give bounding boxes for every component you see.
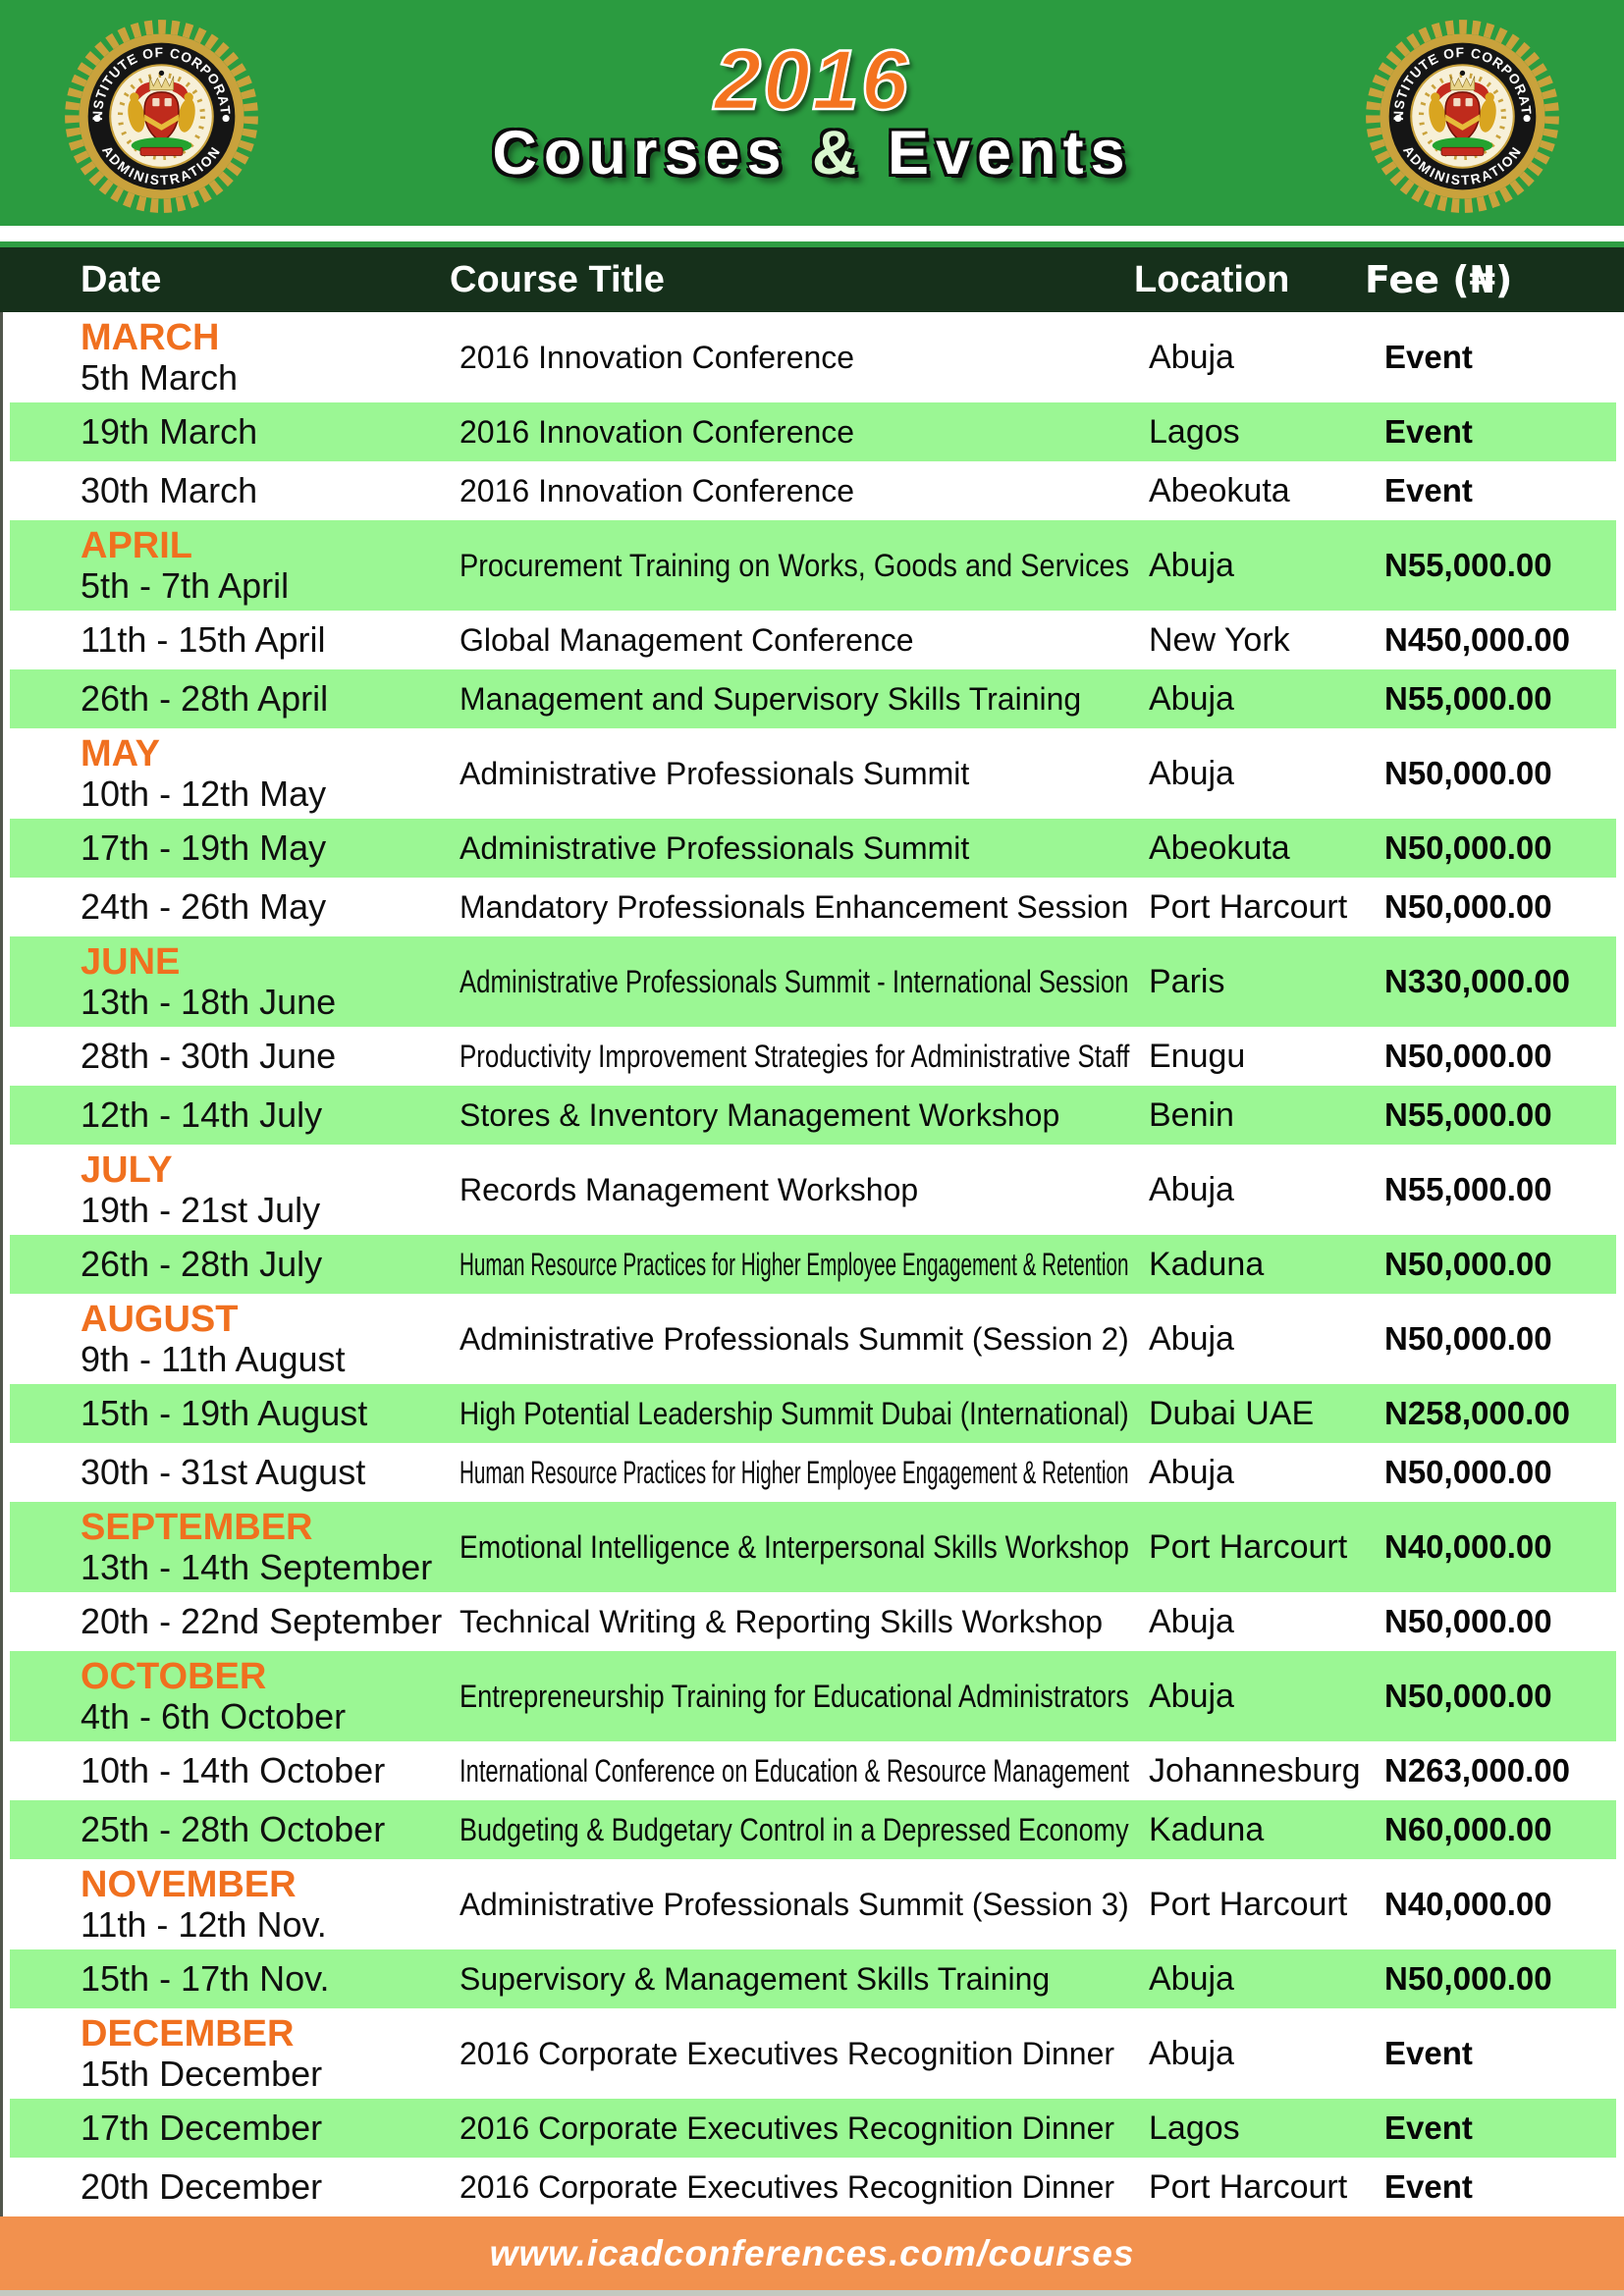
location-text: Enugu (1149, 1037, 1246, 1075)
location-text: New York (1149, 620, 1290, 659)
table-row (10, 1859, 1616, 1949)
fee-cell (1369, 621, 1616, 659)
course-title: 2016 Corporate Executives Recognition Dinner (460, 2168, 1115, 2205)
fee-text: N40,000.00 (1384, 1886, 1552, 1922)
fee-text: Event (1384, 339, 1473, 375)
divider-white-strip (0, 226, 1624, 241)
fee-text: N55,000.00 (1384, 680, 1552, 717)
table-body (0, 312, 1624, 2216)
date-cell (10, 1453, 460, 1492)
date-cell (10, 1150, 460, 1230)
fee-cell (1369, 680, 1616, 718)
month-label: NOVEMBER (81, 1863, 297, 1905)
date-text: 19th March (81, 411, 258, 453)
course-title: Administrative Professionals Summit (460, 829, 970, 866)
table-row (10, 312, 1616, 402)
location-cell (1135, 888, 1369, 927)
date-text: 15th December (81, 2053, 323, 2094)
course-title-cell (460, 1679, 1135, 1715)
location-cell (1135, 621, 1369, 660)
institute-seal-logo (61, 16, 262, 217)
table-row (10, 1294, 1616, 1384)
course-title-cell (460, 1604, 1135, 1640)
location-cell (1135, 1171, 1369, 1209)
title-courses: Courses (492, 119, 812, 188)
location-cell (1135, 1454, 1369, 1492)
location-text: Benin (1149, 1095, 1234, 1134)
date-text: 5th - 7th April (81, 564, 290, 606)
location-text: Abuja (1149, 338, 1234, 376)
date-text: 19th - 21st July (81, 1189, 321, 1230)
course-title-cell (460, 1172, 1135, 1208)
fee-cell (1369, 1395, 1616, 1432)
table-row (10, 1502, 1616, 1592)
fee-cell (1369, 472, 1616, 509)
course-title: 2016 Corporate Executives Recognition Dinner (460, 2109, 1115, 2146)
course-title: Administrative Professionals Summit - International Session (460, 963, 1129, 999)
date-text: 24th - 26th May (81, 886, 327, 928)
location-cell (1135, 1603, 1369, 1641)
date-text: 10th - 12th May (81, 773, 327, 814)
location-text: Abuja (1149, 1453, 1234, 1491)
fee-text: N55,000.00 (1384, 547, 1552, 583)
location-text: Port Harcourt (1149, 1527, 1348, 1566)
location-cell (1135, 963, 1369, 1001)
location-text: Abuja (1149, 1677, 1234, 1715)
fee-text: N263,000.00 (1384, 1752, 1570, 1789)
date-text: 17th December (81, 2108, 323, 2149)
location-text: Abuja (1149, 2034, 1234, 2072)
table-row (10, 1027, 1616, 1086)
course-title: Human Resource Practices for Higher Employee Engagement & Retention (460, 1454, 1129, 1490)
course-title-cell (460, 1247, 1135, 1283)
date-cell (10, 318, 460, 398)
header-location: Location (1134, 258, 1290, 300)
course-title-cell (460, 473, 1135, 509)
location-text: Johannesburg (1149, 1751, 1361, 1789)
fee-cell (1369, 888, 1616, 926)
date-cell (10, 2167, 460, 2207)
date-text: 26th - 28th April (81, 678, 329, 720)
date-text: 20th - 22nd September (81, 1601, 443, 1642)
course-title: Administrative Professionals Summit (Session 3) (460, 1886, 1129, 1922)
location-cell (1135, 1395, 1369, 1433)
location-text: Paris (1149, 962, 1225, 1000)
table-row (10, 878, 1616, 936)
date-cell (10, 1810, 460, 1849)
location-cell (1135, 1886, 1369, 1924)
fee-text: N50,000.00 (1384, 1246, 1552, 1282)
course-title-cell (460, 1455, 1135, 1491)
fee-text: N50,000.00 (1384, 1678, 1552, 1714)
date-cell (10, 942, 460, 1022)
date-text: 30th March (81, 470, 258, 511)
month-label: JUNE (81, 940, 181, 983)
website-url: www.icadconferences.com/courses (489, 2232, 1135, 2273)
course-title: Procurement Training on Works, Goods and Services (460, 547, 1130, 583)
fee-text: N55,000.00 (1384, 1096, 1552, 1133)
course-title-cell (460, 1396, 1135, 1432)
fee-text: Event (1384, 413, 1473, 450)
month-label: DECEMBER (81, 2012, 295, 2055)
location-text: Port Harcourt (1149, 887, 1348, 926)
table-row (10, 402, 1616, 461)
course-title: Budgeting & Budgetary Control in a Depressed Economy (460, 1811, 1129, 1847)
table-row (10, 1800, 1616, 1859)
course-title: Technical Writing & Reporting Skills Workshop (460, 1603, 1104, 1639)
course-title: International Conference on Education & Resource Management (460, 1752, 1130, 1789)
month-label: MAY (81, 732, 160, 774)
fee-cell (1369, 1320, 1616, 1358)
month-label: OCTOBER (81, 1655, 267, 1697)
fee-text: N50,000.00 (1384, 1454, 1552, 1490)
course-title-cell (460, 1097, 1135, 1134)
year-text: 2016 (714, 32, 910, 128)
course-title: 2016 Innovation Conference (460, 472, 855, 508)
date-cell (10, 1751, 460, 1790)
institute-seal-logo (1362, 16, 1563, 217)
month-label: MARCH (81, 316, 220, 358)
location-cell (1135, 2109, 1369, 2148)
table-row (10, 1384, 1616, 1443)
location-text: Abuja (1149, 1170, 1234, 1208)
location-cell (1135, 1096, 1369, 1135)
fee-text: Event (1384, 2109, 1473, 2146)
fee-cell (1369, 1811, 1616, 1848)
header-fee: Fee (₦) (1365, 258, 1513, 301)
date-cell (10, 1095, 460, 1135)
fee-cell (1369, 829, 1616, 867)
course-title-cell (460, 2169, 1135, 2206)
location-cell (1135, 1528, 1369, 1567)
location-text: Lagos (1149, 2109, 1240, 2147)
table-row (10, 819, 1616, 878)
location-cell (1135, 1038, 1369, 1076)
location-cell (1135, 1811, 1369, 1849)
title-ampersand: & (812, 119, 864, 188)
location-text: Kaduna (1149, 1810, 1265, 1848)
course-title: Administrative Professionals Summit (Session 2) (460, 1320, 1129, 1357)
location-cell (1135, 1752, 1369, 1790)
course-title: 2016 Innovation Conference (460, 413, 855, 450)
banner (0, 0, 1624, 226)
location-text: Abuja (1149, 754, 1234, 792)
table-row (10, 1443, 1616, 1502)
fee-cell (1369, 2035, 1616, 2072)
course-title-cell (460, 1961, 1135, 1998)
fee-cell (1369, 339, 1616, 376)
course-title-cell (460, 1529, 1135, 1566)
date-cell (10, 471, 460, 510)
date-cell (10, 1300, 460, 1379)
date-text: 25th - 28th October (81, 1809, 386, 1850)
date-text: 20th December (81, 2166, 323, 2208)
location-text: Abuja (1149, 1602, 1234, 1640)
date-cell (10, 2014, 460, 2094)
bottom-edge-strip (0, 2290, 1624, 2296)
course-title: Records Management Workshop (460, 1171, 919, 1207)
table-row (10, 728, 1616, 819)
date-cell (10, 828, 460, 868)
date-cell (10, 1959, 460, 1999)
location-text: Abuja (1149, 546, 1234, 584)
course-title: Mandatory Professionals Enhancement Session (460, 888, 1129, 925)
course-title-cell (460, 889, 1135, 926)
location-cell (1135, 1960, 1369, 1999)
date-text: 26th - 28th July (81, 1244, 323, 1285)
location-cell (1135, 829, 1369, 868)
fee-text: N258,000.00 (1384, 1395, 1570, 1431)
month-label: APRIL (81, 524, 192, 566)
fee-text: N50,000.00 (1384, 755, 1552, 791)
course-title: Stores & Inventory Management Workshop (460, 1096, 1060, 1133)
location-cell (1135, 680, 1369, 719)
location-text: Abeokuta (1149, 828, 1290, 867)
date-text: 11th - 15th April (81, 619, 326, 661)
location-cell (1135, 2035, 1369, 2073)
location-cell (1135, 1246, 1369, 1284)
month-label: JULY (81, 1148, 173, 1191)
fee-cell (1369, 1886, 1616, 1923)
table-row (10, 520, 1616, 611)
location-cell (1135, 1678, 1369, 1716)
table-row (10, 1949, 1616, 2008)
table-row (10, 1592, 1616, 1651)
date-cell (10, 1508, 460, 1587)
table-row (10, 936, 1616, 1027)
course-title: Emotional Intelligence & Interpersonal Skills Workshop (460, 1528, 1129, 1565)
table-row (10, 1086, 1616, 1145)
course-title-cell (460, 756, 1135, 792)
fee-text: N50,000.00 (1384, 1038, 1552, 1074)
location-cell (1135, 755, 1369, 793)
table-row (10, 1651, 1616, 1741)
fee-cell (1369, 1246, 1616, 1283)
course-title: Management and Supervisory Skills Training (460, 680, 1082, 717)
date-text: 15th - 17th Nov. (81, 1958, 330, 2000)
course-title: Entrepreneurship Training for Educational Administrators (460, 1678, 1129, 1714)
table-row (10, 611, 1616, 669)
date-text: 28th - 30th June (81, 1036, 337, 1077)
location-cell (1135, 547, 1369, 585)
course-title-cell (460, 548, 1135, 584)
course-title: Global Management Conference (460, 621, 914, 658)
date-cell (10, 679, 460, 719)
location-text: Abuja (1149, 679, 1234, 718)
fee-cell (1369, 1038, 1616, 1075)
fee-cell (1369, 1752, 1616, 1789)
header-course-title: Course Title (450, 258, 665, 300)
fee-cell (1369, 1603, 1616, 1640)
table-row (10, 2158, 1616, 2216)
fee-text: N50,000.00 (1384, 1960, 1552, 1997)
month-label: AUGUST (81, 1298, 239, 1340)
location-cell (1135, 472, 1369, 510)
course-title: Supervisory & Management Skills Training (460, 1960, 1051, 1997)
course-title-cell (460, 622, 1135, 659)
fee-cell (1369, 1528, 1616, 1566)
page-title (492, 119, 1132, 188)
fee-text: N50,000.00 (1384, 1603, 1552, 1639)
course-title-cell (460, 340, 1135, 376)
course-title: 2016 Innovation Conference (460, 339, 855, 375)
table-row (10, 669, 1616, 728)
date-text: 11th - 12th Nov. (81, 1903, 327, 1945)
location-text: Abuja (1149, 1959, 1234, 1998)
date-cell (10, 1602, 460, 1641)
date-cell (10, 887, 460, 927)
location-text: Dubai UAE (1149, 1394, 1315, 1432)
location-text: Kaduna (1149, 1245, 1265, 1283)
footer-bar (0, 2216, 1624, 2290)
fee-text: Event (1384, 2168, 1473, 2205)
fee-text: N450,000.00 (1384, 621, 1570, 658)
date-cell (10, 1037, 460, 1076)
fee-cell (1369, 2109, 1616, 2147)
course-title-cell (460, 964, 1135, 1000)
table-row (10, 2008, 1616, 2099)
fee-cell (1369, 547, 1616, 584)
location-text: Abuja (1149, 1319, 1234, 1358)
fee-text: N50,000.00 (1384, 1320, 1552, 1357)
fee-cell (1369, 1454, 1616, 1491)
fee-cell (1369, 1960, 1616, 1998)
date-text: 15th - 19th August (81, 1393, 368, 1434)
month-label: SEPTEMBER (81, 1506, 313, 1548)
date-cell (10, 1657, 460, 1736)
course-title-cell (460, 830, 1135, 867)
fee-text: Event (1384, 2035, 1473, 2071)
location-text: Lagos (1149, 412, 1240, 451)
table-row (10, 1145, 1616, 1235)
location-cell (1135, 339, 1369, 377)
date-text: 12th - 14th July (81, 1095, 323, 1136)
course-title: High Potential Leadership Summit Dubai (International) (460, 1395, 1129, 1431)
date-cell (10, 2109, 460, 2148)
course-title: Productivity Improvement Strategies for Administrative Staff (460, 1038, 1130, 1074)
fee-cell (1369, 963, 1616, 1000)
date-text: 30th - 31st August (81, 1452, 366, 1493)
fee-text: N55,000.00 (1384, 1171, 1552, 1207)
course-title-cell (460, 1887, 1135, 1923)
location-text: Abeokuta (1149, 471, 1290, 509)
course-title-cell (460, 1753, 1135, 1789)
title-events: Events (863, 119, 1132, 188)
course-title-cell (460, 2110, 1135, 2147)
course-title-cell (460, 414, 1135, 451)
date-text: 17th - 19th May (81, 828, 327, 869)
fee-cell (1369, 413, 1616, 451)
course-title: 2016 Corporate Executives Recognition Dinner (460, 2035, 1115, 2071)
course-title-cell (460, 1039, 1135, 1075)
fee-text: N40,000.00 (1384, 1528, 1552, 1565)
date-cell (10, 412, 460, 452)
date-text: 9th - 11th August (81, 1338, 346, 1379)
fee-text: N50,000.00 (1384, 829, 1552, 866)
fee-cell (1369, 2168, 1616, 2206)
fee-cell (1369, 755, 1616, 792)
fee-text: Event (1384, 472, 1473, 508)
date-text: 13th - 18th June (81, 981, 337, 1022)
table-row (10, 461, 1616, 520)
date-cell (10, 526, 460, 606)
date-cell (10, 1394, 460, 1433)
date-cell (10, 734, 460, 814)
fee-cell (1369, 1096, 1616, 1134)
date-text: 13th - 14th September (81, 1546, 433, 1587)
course-title-cell (460, 1321, 1135, 1358)
fee-text: N60,000.00 (1384, 1811, 1552, 1847)
course-title: Human Resource Practices for Higher Employee Engagement & Retention (460, 1246, 1129, 1282)
table-row (10, 1741, 1616, 1800)
location-cell (1135, 1320, 1369, 1359)
header-date: Date (81, 258, 162, 300)
location-text: Port Harcourt (1149, 2167, 1348, 2206)
fee-text: N50,000.00 (1384, 888, 1552, 925)
location-text: Port Harcourt (1149, 1885, 1348, 1923)
date-cell (10, 1245, 460, 1284)
date-cell (10, 1865, 460, 1945)
course-title: Administrative Professionals Summit (460, 755, 970, 791)
table-header (0, 247, 1624, 312)
fee-cell (1369, 1171, 1616, 1208)
date-cell (10, 620, 460, 660)
location-cell (1135, 2168, 1369, 2207)
course-title-cell (460, 2036, 1135, 2072)
date-text: 10th - 14th October (81, 1750, 386, 1791)
fee-cell (1369, 1678, 1616, 1715)
course-title-cell (460, 1812, 1135, 1848)
table-row (10, 2099, 1616, 2158)
table-row (10, 1235, 1616, 1294)
course-title-cell (460, 681, 1135, 718)
location-cell (1135, 413, 1369, 452)
fee-text: N330,000.00 (1384, 963, 1570, 999)
date-text: 5th March (81, 356, 239, 398)
date-text: 4th - 6th October (81, 1695, 347, 1736)
